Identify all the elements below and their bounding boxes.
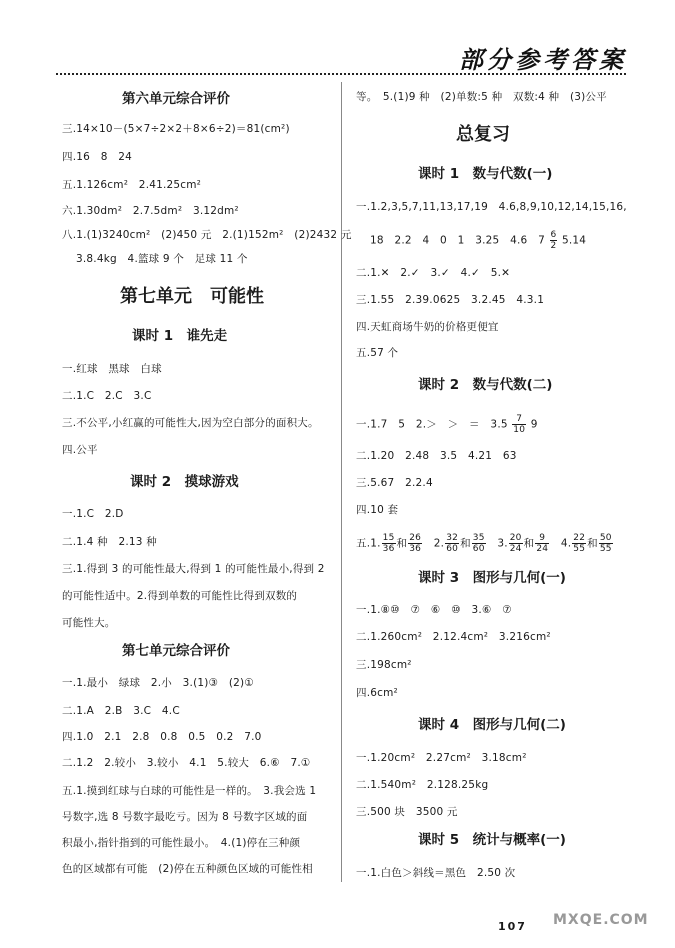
answer-line: 二.1.20 2.48 3.5 4.21 63 bbox=[356, 450, 517, 462]
fraction bbox=[445, 533, 459, 554]
answer-line: 积最小,指针指到的可能性最小。 4.(1)停在三种颜 bbox=[62, 837, 301, 849]
numerator: 7 bbox=[512, 414, 526, 425]
answer-text: 18 2.2 4 0 1 3.25 4.6 7 bbox=[370, 234, 545, 247]
denominator: 60 bbox=[446, 544, 459, 554]
denominator: 55 bbox=[599, 544, 612, 554]
answer-line: 一.1.最小 绿球 2.小 3.(1)③ (2)① bbox=[62, 677, 254, 689]
header-dotted-rule bbox=[56, 73, 626, 75]
fraction bbox=[512, 414, 526, 435]
answer-line: 四.1.0 2.1 2.8 0.8 0.5 0.2 7.0 bbox=[62, 731, 262, 743]
lesson-heading: 课时 1 谁先走 bbox=[132, 328, 228, 344]
answer-line: 3.8.4kg 4.篮球 9 个 足球 11 个 bbox=[76, 253, 248, 265]
answer-line: 号数字,选 8 号数字最吃亏。因为 8 号数字区域的面 bbox=[62, 811, 308, 823]
answer-line: 五.57 个 bbox=[356, 347, 399, 359]
section-heading: 第七单元综合评价 bbox=[122, 643, 230, 659]
lesson-heading: 课时 3 图形与几何(一) bbox=[418, 570, 566, 586]
lesson-heading: 课时 1 数与代数(一) bbox=[418, 166, 553, 182]
numerator: 35 bbox=[472, 533, 485, 543]
answer-line: 五.1.摸到红球与白球的可能性是一样的。 3.我会选 1 bbox=[62, 785, 317, 797]
answer-line: 二.1.✕ 2.✓ 3.✓ 4.✓ 5.✕ bbox=[356, 267, 511, 279]
page-number: 107 bbox=[498, 920, 527, 933]
lesson-heading: 课时 2 数与代数(二) bbox=[418, 377, 553, 393]
numerator: 9 bbox=[535, 533, 549, 544]
answer-line bbox=[356, 533, 614, 554]
answer-line: 一.1.白色＞斜线＝黑色 2.50 次 bbox=[356, 867, 516, 879]
lesson-heading: 课时 2 摸球游戏 bbox=[130, 474, 239, 490]
answer-line bbox=[356, 414, 538, 435]
answer-line: 四.16 8 24 bbox=[62, 151, 133, 163]
page-header-title: 部分参考答案 bbox=[459, 45, 627, 74]
watermark-logo: MXQE.COM bbox=[553, 912, 649, 928]
column-separator bbox=[341, 82, 342, 882]
answer-line: 色的区域都有可能 (2)停在五种颜色区域的可能性相 bbox=[62, 863, 313, 875]
answer-line: 一.1.2,3,5,7,11,13,17,19 4.6,8,9,10,12,14,15,16, bbox=[356, 201, 627, 213]
answer-line: 三.198cm² bbox=[356, 659, 412, 671]
denominator: 55 bbox=[573, 544, 586, 554]
fraction bbox=[572, 533, 586, 554]
answer-text: 9 bbox=[530, 418, 538, 431]
answer-line: 的可能性适中。2.得到单数的可能性比得到双数的 bbox=[62, 590, 298, 602]
numerator: 20 bbox=[509, 533, 522, 543]
answer-line: 二.1.C 2.C 3.C bbox=[62, 390, 152, 402]
numerator: 50 bbox=[599, 533, 612, 543]
answer-line: 三.5.67 2.2.4 bbox=[356, 477, 433, 489]
lesson-heading: 课时 5 统计与概率(一) bbox=[418, 832, 566, 848]
fraction bbox=[509, 533, 523, 554]
answer-line: 四.公平 bbox=[62, 444, 98, 456]
answer-line: 六.1.30dm² 2.7.5dm² 3.12dm² bbox=[62, 205, 239, 217]
denominator: 10 bbox=[513, 425, 526, 435]
lesson-heading: 课时 4 图形与几何(二) bbox=[418, 717, 566, 733]
answer-line: 一.1.⑧⑩ ⑦ ⑥ ⑩ 3.⑥ ⑦ bbox=[356, 604, 512, 616]
numerator: 6 bbox=[550, 230, 557, 240]
fraction bbox=[472, 533, 486, 554]
answer-text: 和 bbox=[396, 537, 408, 550]
fraction bbox=[599, 533, 613, 554]
answer-line: 一.1.20cm² 2.27cm² 3.18cm² bbox=[356, 752, 527, 764]
fraction bbox=[535, 533, 549, 554]
denominator: 24 bbox=[536, 544, 549, 554]
answer-line: 二.1.260cm² 2.12.4cm² 3.216cm² bbox=[356, 631, 551, 643]
answer-text: 和 bbox=[587, 537, 598, 550]
answer-line: 二.1.540m² 2.128.25kg bbox=[356, 779, 489, 791]
numerator: 26 bbox=[409, 533, 422, 543]
answer-line: 三.500 块 3500 元 bbox=[356, 806, 458, 818]
answer-line: 一.红球 黑球 白球 bbox=[62, 363, 162, 375]
denominator: 60 bbox=[472, 544, 485, 554]
answer-text: 五.1. bbox=[356, 537, 381, 550]
answer-text: 和 bbox=[460, 537, 471, 550]
answer-line: 八.1.(1)3240cm² (2)450 元 2.(1)152m² (2)2432 元 bbox=[62, 229, 352, 241]
answer-line bbox=[370, 230, 586, 251]
answer-line: 四.6cm² bbox=[356, 687, 398, 699]
answer-line: 三.1.得到 3 的可能性最大,得到 1 的可能性最小,得到 2 bbox=[62, 563, 325, 575]
answer-line: 二.1.4 种 2.13 种 bbox=[62, 536, 157, 548]
fraction bbox=[408, 533, 422, 554]
answer-line: 可能性大。 bbox=[62, 617, 116, 629]
denominator: 36 bbox=[382, 544, 395, 554]
answer-line: 等。 5.(1)9 种 (2)单数:5 种 双数:4 种 (3)公平 bbox=[356, 91, 607, 103]
answer-line: 三.不公平,小红赢的可能性大,因为空白部分的面积大。 bbox=[62, 417, 319, 429]
numerator: 15 bbox=[382, 533, 395, 543]
fraction bbox=[550, 230, 558, 251]
section-heading: 第六单元综合评价 bbox=[122, 91, 230, 107]
answer-line: 二.1.A 2.B 3.C 4.C bbox=[62, 705, 180, 717]
fraction bbox=[382, 533, 396, 554]
answer-line: 五.1.126cm² 2.41.25cm² bbox=[62, 179, 202, 191]
answer-text: 5.14 bbox=[562, 234, 587, 247]
answer-line: 一.1.C 2.D bbox=[62, 508, 124, 520]
unit-heading: 第七单元 可能性 bbox=[120, 286, 264, 307]
review-heading: 总复习 bbox=[456, 124, 510, 145]
answer-line: 二.1.2 2.较小 3.较小 4.1 5.较大 6.⑥ 7.① bbox=[62, 757, 311, 769]
denominator: 2 bbox=[550, 241, 557, 251]
answer-text: 2. bbox=[423, 537, 445, 550]
numerator: 22 bbox=[573, 533, 586, 543]
answer-text: 3. bbox=[486, 537, 508, 550]
answer-line: 四.10 套 bbox=[356, 504, 399, 516]
answer-line: 四.天虹商场牛奶的价格更便宜 bbox=[356, 321, 499, 333]
answer-line: 三.14×10－(5×7÷2×2＋8×6÷2)＝81(cm²) bbox=[62, 123, 290, 135]
numerator: 32 bbox=[446, 533, 459, 543]
answer-line: 三.1.55 2.39.0625 3.2.45 4.3.1 bbox=[356, 294, 545, 306]
denominator: 36 bbox=[409, 544, 422, 554]
denominator: 24 bbox=[509, 544, 522, 554]
answer-text: 和 bbox=[523, 537, 535, 550]
answer-text: 4. bbox=[550, 537, 572, 550]
answer-text: 一.1.7 5 2.＞ ＞ ＝ 3.5 bbox=[356, 418, 508, 431]
